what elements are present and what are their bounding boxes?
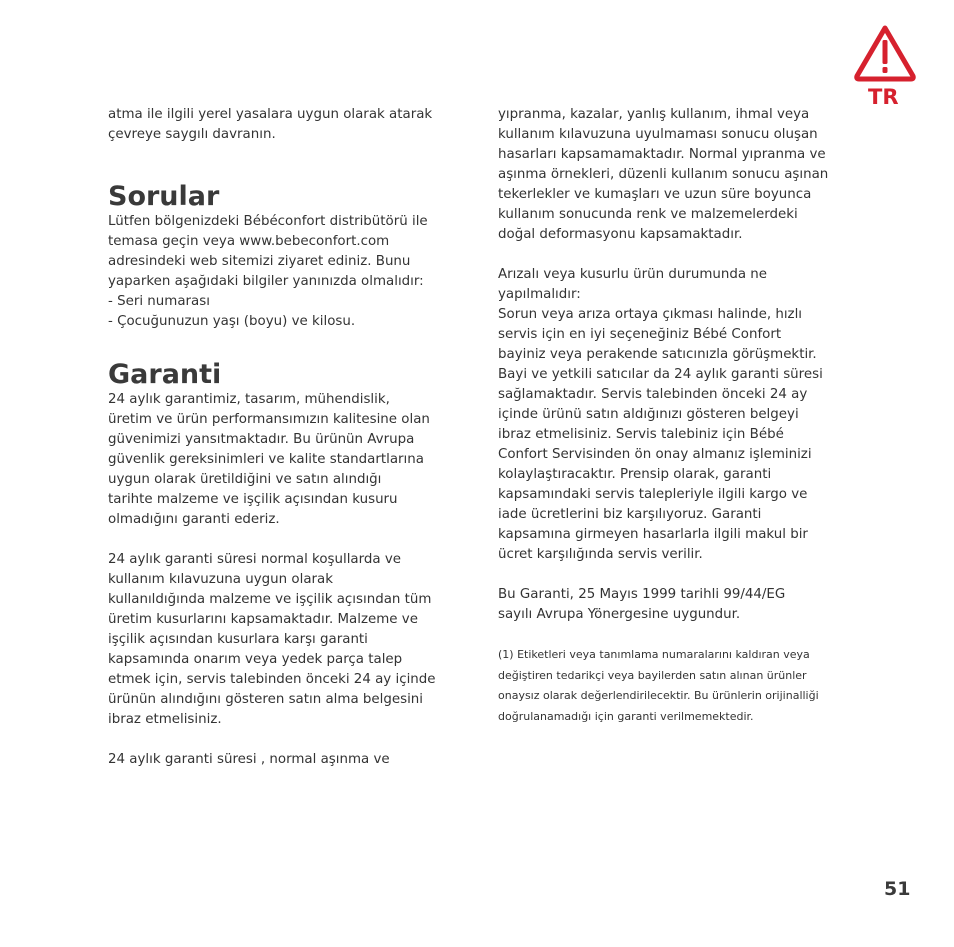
directive-paragraph: Bu Garanti, 25 Mayıs 1999 tarihli 99/44/EG sayılı Avrupa Yönergesine uygundur. — [498, 587, 786, 622]
garanti-paragraph-2: 24 aylık garanti süresi normal koşullarda ve kullanım kılavuzuna uygun olarak kullanıldığında malzeme ve işçilik açısından tüm üretim kusurlarını kapsamaktadır. Malzeme ve işçilik açısından kusurlara karşı garanti kapsamında onarım veya yedek parça talep etmek için, servis talebinden önceki 24 ay içinde ürünün alındığını gösteren satın alma belgesini ibraz etmelisiniz. — [108, 552, 436, 727]
left-column — [108, 105, 468, 770]
intro-paragraph: atma ile ilgili yerel yasalara uygun olarak atarak çevreye saygılı davranın. — [108, 107, 433, 142]
warning-triangle-icon — [853, 24, 917, 82]
right-column — [498, 105, 868, 727]
section-title-garanti: Garanti — [108, 359, 222, 390]
damage-exclusion-paragraph: yıpranma, kazalar, yanlış kullanım, ihmal veya kullanım kılavuzuna uyulmaması sonucu oluşan hasarları kapsamamaktadır. Normal yıpranma ve aşınma örnekleri, düzenli kullanım sonucu aşınan tekerlekler ve kumaşları ve uzun süre boyunca kullanım sonucunda renk ve malzemelerdeki doğal deformasyonu kapsamaktadır. — [498, 107, 829, 242]
section-title-sorular: Sorular — [108, 181, 220, 212]
page-number: 51 — [884, 878, 911, 900]
garanti-paragraph-3: 24 aylık garanti süresi , normal aşınma ve — [108, 752, 390, 767]
garanti-paragraph-1: 24 aylık garantimiz, tasarım, mühendislik, üretim ve ürün performansımızın kalitesine olan güvenimizi yansıtmaktadır. Bu ürünün Avrupa güvenlik gereksinimleri ve kalite standartlarına uygun olarak üretildiğini ve satın alındığı tarihte malzeme ve işçilik açısından kusuru olmadığını garanti ederiz. — [108, 392, 430, 527]
language-label: TR — [868, 85, 899, 109]
sorular-paragraph: Lütfen bölgenizdeki Bébéconfort distribütörü ile temasa geçin veya www.bebeconfort.com adresindeki web sitemizi ziyaret ediniz. Bunu yaparken aşağıdaki bilgiler yanınızda olmalıdır: - Seri numarası - Çocuğunuzun yaşı (boyu) ve kilosu. — [108, 214, 428, 329]
footnote: (1) Etiketleri veya tanımlama numaralarını kaldıran veya değiştiren tedarikçi veya bayilerden satın alınan ürünler onaysız olarak değerlendirilecektir. Bu ürünlerin orijinalliği doğrulanamadığı için garanti verilmemektedir. — [498, 648, 819, 723]
defect-procedure-paragraph: Arızalı veya kusurlu ürün durumunda ne yapılmalıdır: Sorun veya arıza ortaya çıkması halinde, hızlı servis için en iyi seçeneğiniz Bébé Confort bayiniz veya perakende satıcınızla görüşmektir. Bayi ve yetkili satıcılar da 24 aylık garanti süresi sağlamaktadır. Servis talebinden önceki 24 ay içinde ürünü satın aldığınızı gösteren belgeyi ibraz etmelisiniz. Servis talebiniz için Bébé Confort Servisinden ön onay almanız işleminizi kolaylaştıracaktır. Prensip olarak, garanti kapsamındaki servis talepleriyle ilgili kargo ve iade ücretlerini biz karşılıyoruz. Garanti kapsamına girmeyen hasarlarla ilgili makul bir ücret karşılığında servis verilir. — [498, 267, 823, 562]
